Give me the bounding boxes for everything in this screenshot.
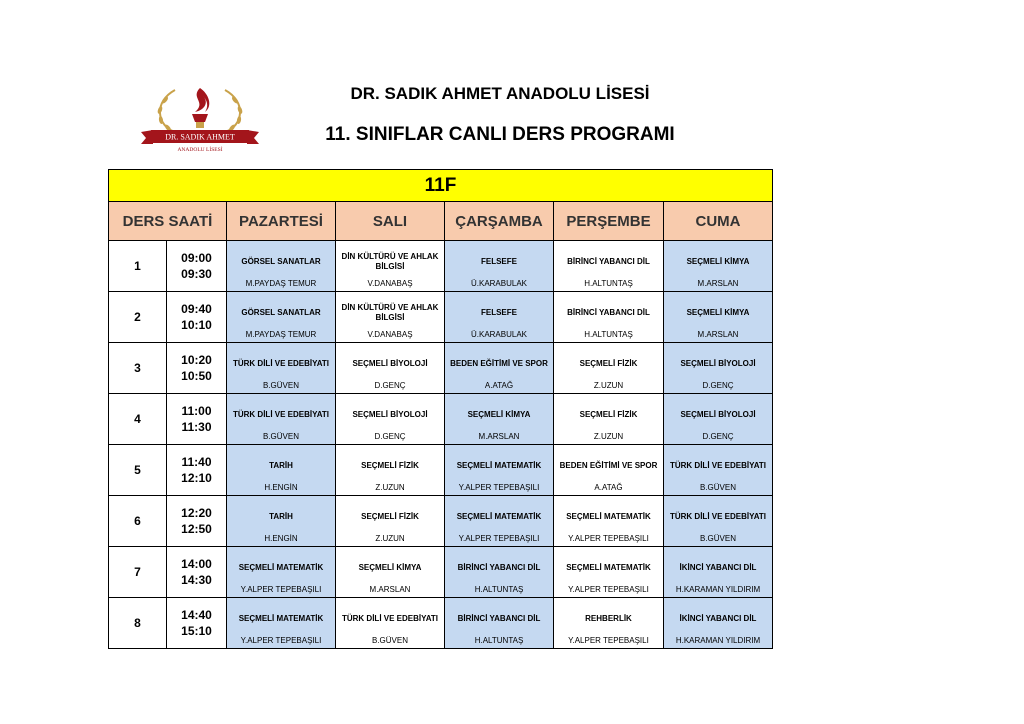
lesson-subject: SEÇMELİ KİMYA [467, 409, 531, 419]
lesson-subject: BEDEN EĞİTİMİ VE SPOR [559, 460, 658, 470]
lesson-end-time: 09:30 [181, 267, 212, 281]
lesson-row [109, 598, 773, 649]
lesson-end-time: 10:10 [181, 318, 212, 332]
lesson-end-time: 14:30 [181, 573, 212, 587]
lesson-subject: REHBERLİK [585, 613, 632, 623]
lesson-number: 2 [109, 292, 167, 343]
lesson-number: 4 [109, 394, 167, 445]
lesson-subject: BEDEN EĞİTİMİ VE SPOR [450, 358, 548, 368]
lesson-number: 3 [109, 343, 167, 394]
lesson-teacher: M.ARSLAN [697, 279, 739, 288]
lesson-teacher: Y.ALPER TEPEBAŞILI [458, 483, 540, 492]
lesson-start-time: 14:00 [181, 557, 212, 571]
lesson-teacher: B.GÜVEN [262, 381, 299, 390]
header-ders-saati: DERS SAATİ [109, 202, 227, 241]
lesson-row [109, 343, 773, 394]
lesson-end-time: 12:10 [181, 471, 212, 485]
lesson-teacher: A.ATAĞ [594, 483, 623, 492]
lesson-teacher: H.ENGİN [264, 534, 298, 543]
lesson-row [109, 496, 773, 547]
header-day: PERŞEMBE [554, 202, 664, 241]
lesson-cell [445, 496, 554, 547]
lesson-teacher: Y.ALPER TEPEBAŞILI [458, 534, 540, 543]
lesson-cell [227, 496, 336, 547]
lesson-teacher: H.ALTUNTAŞ [584, 279, 633, 288]
lesson-teacher: H.ALTUNTAŞ [474, 636, 524, 645]
lesson-teacher: Y.ALPER TEPEBAŞILI [568, 585, 649, 594]
lesson-teacher: Z.UZUN [593, 432, 624, 441]
lesson-subject: FELSEFE [480, 307, 517, 317]
lesson-teacher: H.KARAMAN YILDIRIM [675, 636, 761, 645]
lesson-subject: TÜRK DİLİ VE EDEBİYATI [232, 358, 329, 368]
lesson-start-time: 14:40 [181, 608, 212, 622]
lesson-teacher: H.ENGİN [264, 483, 298, 492]
lesson-cell [554, 496, 664, 547]
lesson-cell [227, 598, 336, 649]
program-title: 11. SINIFLAR CANLI DERS PROGRAMI [325, 124, 675, 145]
lesson-row [109, 241, 773, 292]
lesson-teacher: Y.ALPER TEPEBAŞILI [240, 636, 322, 645]
header-day: SALI [336, 202, 445, 241]
class-name: 11F [109, 170, 773, 202]
lesson-subject: TÜRK DİLİ VE EDEBİYATI [669, 460, 766, 470]
lesson-cell [227, 394, 336, 445]
lesson-cell [664, 292, 773, 343]
lesson-teacher: Z.UZUN [593, 381, 624, 390]
lesson-time [167, 241, 227, 292]
lesson-subject: TARİH [269, 511, 293, 521]
lesson-subject: DİN KÜLTÜRÜ VE AHLAK BİLGİSİ [341, 302, 439, 322]
lesson-time [167, 547, 227, 598]
lesson-subject: SEÇMELİ MATEMATİK [566, 511, 651, 521]
lesson-cell [445, 445, 554, 496]
lesson-subject: DİN KÜLTÜRÜ VE AHLAK BİLGİSİ [341, 251, 439, 271]
lesson-subject: İKİNCİ YABANCI DİL [679, 613, 757, 623]
lesson-number: 1 [109, 241, 167, 292]
lesson-teacher: D.GENÇ [374, 432, 406, 441]
lesson-start-time: 09:40 [181, 302, 212, 316]
lesson-subject: GÖRSEL SANATLAR [241, 256, 321, 266]
lesson-row [109, 445, 773, 496]
lesson-subject: SEÇMELİ BİYOLOJİ [680, 409, 756, 419]
lesson-teacher: M.ARSLAN [478, 432, 520, 441]
lesson-cell [554, 547, 664, 598]
lesson-subject: SEÇMELİ MATEMATİK [238, 562, 324, 572]
lesson-cell [227, 292, 336, 343]
school-name: DR. SADIK AHMET ANADOLU LİSESİ [350, 84, 650, 103]
lesson-teacher: D.GENÇ [702, 381, 734, 390]
lesson-number: 8 [109, 598, 167, 649]
lesson-cell [554, 445, 664, 496]
lesson-cell [445, 343, 554, 394]
lesson-start-time: 12:20 [181, 506, 212, 520]
lesson-subject: BİRİNCİ YABANCI DİL [567, 307, 650, 317]
lesson-start-time: 11:40 [181, 455, 212, 469]
lesson-cell [336, 343, 445, 394]
lesson-teacher: A.ATAĞ [484, 381, 514, 390]
header-day: PAZARTESİ [227, 202, 336, 241]
lesson-subject: SEÇMELİ MATEMATİK [456, 460, 542, 470]
lesson-subject: TARİH [269, 460, 293, 470]
lesson-cell [664, 496, 773, 547]
lesson-teacher: Ü.KARABULAK [470, 330, 528, 339]
lesson-cell [445, 394, 554, 445]
lesson-subject: SEÇMELİ BİYOLOJİ [352, 409, 428, 419]
lesson-time [167, 343, 227, 394]
lesson-cell [554, 394, 664, 445]
lesson-subject: SEÇMELİ FİZİK [579, 409, 638, 419]
lesson-cell [664, 445, 773, 496]
lesson-cell [336, 547, 445, 598]
lesson-subject: SEÇMELİ MATEMATİK [456, 511, 542, 521]
lesson-number: 5 [109, 445, 167, 496]
lesson-subject: FELSEFE [480, 256, 517, 266]
lesson-cell [554, 292, 664, 343]
lesson-row [109, 394, 773, 445]
lesson-cell [554, 343, 664, 394]
lesson-cell [227, 241, 336, 292]
schedule-table [108, 169, 773, 649]
lesson-cell [664, 547, 773, 598]
lesson-row [109, 547, 773, 598]
lesson-teacher: H.ALTUNTAŞ [584, 330, 633, 339]
lesson-subject: TÜRK DİLİ VE EDEBİYATI [232, 409, 329, 419]
lesson-cell [336, 445, 445, 496]
lesson-teacher: Ü.KARABULAK [470, 279, 528, 288]
lesson-start-time: 09:00 [181, 251, 212, 265]
lesson-teacher: V.DANABAŞ [367, 330, 413, 339]
lesson-cell [445, 598, 554, 649]
lesson-cell [554, 241, 664, 292]
lesson-cell [554, 598, 664, 649]
header-day: ÇARŞAMBA [445, 202, 554, 241]
lesson-row [109, 292, 773, 343]
lesson-subject: SEÇMELİ FİZİK [361, 460, 419, 470]
lesson-time [167, 292, 227, 343]
lesson-end-time: 15:10 [181, 624, 212, 638]
lesson-cell [445, 547, 554, 598]
lesson-subject: SEÇMELİ KİMYA [686, 256, 750, 266]
lesson-start-time: 10:20 [181, 353, 212, 367]
lesson-end-time: 12:50 [181, 522, 212, 536]
lesson-time [167, 496, 227, 547]
lesson-teacher: B.GÜVEN [262, 432, 299, 441]
lesson-teacher: M.PAYDAŞ TEMUR [245, 330, 317, 339]
lesson-teacher: B.GÜVEN [699, 483, 736, 492]
lesson-teacher: D.GENÇ [374, 381, 406, 390]
lesson-subject: SEÇMELİ FİZİK [579, 358, 638, 368]
lesson-end-time: 11:30 [181, 420, 212, 434]
lesson-subject: SEÇMELİ MATEMATİK [566, 562, 651, 572]
lesson-cell [336, 394, 445, 445]
lesson-teacher: B.GÜVEN [371, 636, 408, 645]
lesson-teacher: H.ALTUNTAŞ [474, 585, 524, 594]
lesson-subject: BİRİNCİ YABANCI DİL [457, 613, 541, 623]
svg-text:DR. SADIK AHMET: DR. SADIK AHMET [165, 132, 235, 142]
lesson-teacher: M.PAYDAŞ TEMUR [245, 279, 317, 288]
lesson-cell [336, 496, 445, 547]
lesson-number: 6 [109, 496, 167, 547]
lesson-number: 7 [109, 547, 167, 598]
lesson-subject: BİRİNCİ YABANCI DİL [567, 256, 650, 266]
lesson-teacher: Z.UZUN [375, 483, 405, 492]
lesson-subject: GÖRSEL SANATLAR [241, 307, 321, 317]
lesson-end-time: 10:50 [181, 369, 212, 383]
lesson-teacher: H.KARAMAN YILDIRIM [675, 585, 761, 594]
lesson-cell [227, 547, 336, 598]
lesson-subject: SEÇMELİ KİMYA [358, 562, 422, 572]
svg-text:ANADOLU LİSESİ: ANADOLU LİSESİ [177, 147, 223, 153]
lesson-cell [664, 343, 773, 394]
lesson-subject: SEÇMELİ KİMYA [686, 307, 750, 317]
lesson-cell [227, 343, 336, 394]
header-day: CUMA [664, 202, 773, 241]
lesson-cell [445, 241, 554, 292]
lesson-subject: BİRİNCİ YABANCI DİL [457, 562, 541, 572]
lesson-start-time: 11:00 [181, 404, 212, 418]
lesson-cell [664, 394, 773, 445]
lesson-subject: SEÇMELİ MATEMATİK [238, 613, 324, 623]
lesson-cell [336, 292, 445, 343]
lesson-subject: TÜRK DİLİ VE EDEBİYATI [669, 511, 766, 521]
lesson-cell [445, 292, 554, 343]
lesson-subject: SEÇMELİ FİZİK [361, 511, 419, 521]
lesson-time [167, 598, 227, 649]
lesson-cell [664, 598, 773, 649]
lesson-teacher: Y.ALPER TEPEBAŞILI [568, 636, 649, 645]
lesson-teacher: Y.ALPER TEPEBAŞILI [568, 534, 649, 543]
lesson-teacher: Z.UZUN [375, 534, 405, 543]
lesson-teacher: D.GENÇ [702, 432, 734, 441]
lesson-subject: SEÇMELİ BİYOLOJİ [352, 358, 428, 368]
lesson-teacher: Y.ALPER TEPEBAŞILI [240, 585, 322, 594]
lesson-time [167, 394, 227, 445]
lesson-cell [336, 598, 445, 649]
lesson-teacher: M.ARSLAN [697, 330, 739, 339]
lesson-subject: SEÇMELİ BİYOLOJİ [680, 358, 756, 368]
lesson-cell [664, 241, 773, 292]
lesson-subject: TÜRK DİLİ VE EDEBİYATI [341, 613, 438, 623]
lesson-teacher: V.DANABAŞ [367, 279, 413, 288]
lesson-teacher: M.ARSLAN [369, 585, 411, 594]
lesson-teacher: B.GÜVEN [699, 534, 736, 543]
lesson-subject: İKİNCİ YABANCI DİL [679, 562, 757, 572]
lesson-cell [336, 241, 445, 292]
lesson-time [167, 445, 227, 496]
lesson-cell [227, 445, 336, 496]
